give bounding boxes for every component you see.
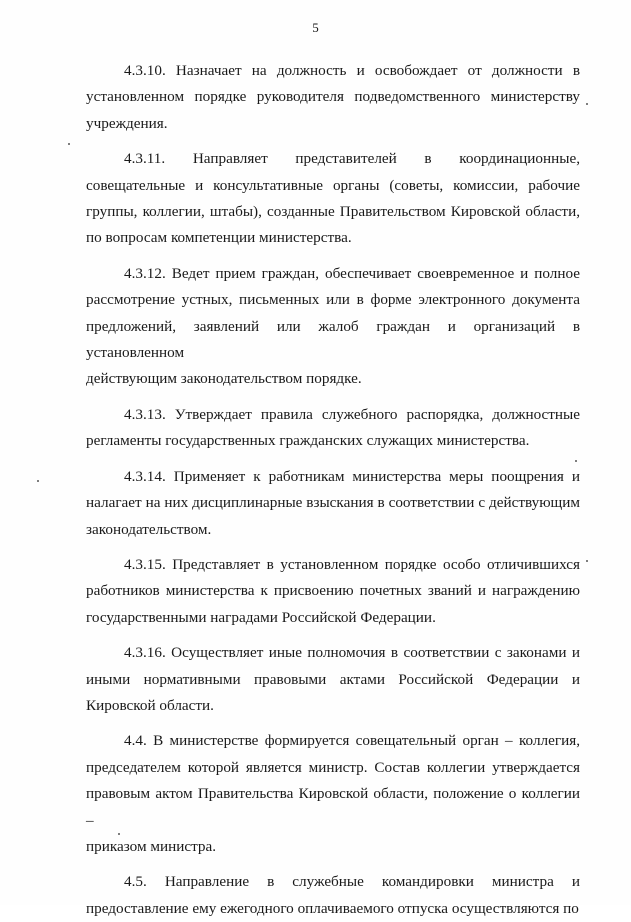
text-line: 4.3.13. Утверждает правила служебного распорядка, должностные xyxy=(124,405,580,423)
paragraph xyxy=(86,464,580,543)
text-line: Кировской области. xyxy=(86,696,214,714)
paragraph xyxy=(86,261,580,393)
text-line: законодательством. xyxy=(86,520,212,538)
text-line: правовым актом Правительства Кировской области, положение о коллегии – xyxy=(86,785,580,829)
scan-speck xyxy=(586,560,588,562)
scan-speck xyxy=(68,143,70,145)
text-line: регламенты государственных гражданских служащих министерства. xyxy=(86,432,530,450)
text-line: 4.3.14. Применяет к работникам министерства меры поощрения и xyxy=(124,467,580,485)
text-line: государственными наградами Российской Федерации. xyxy=(86,608,436,626)
text-line: рассмотрение устных, письменных или в форме электронного документа xyxy=(86,291,580,309)
text-line: группы, коллегии, штабы), созданные Правительством Кировской области, xyxy=(86,203,580,221)
text-line: работников министерства к присвоению почетных званий и награждению xyxy=(86,582,580,600)
text-line: 4.3.12. Ведет прием граждан, обеспечивает своевременное и полное xyxy=(124,264,580,282)
paragraph xyxy=(86,58,580,137)
scan-speck xyxy=(586,103,588,105)
scan-speck xyxy=(118,833,120,835)
paragraph xyxy=(86,869,580,922)
text-line: приказом министра. xyxy=(86,837,217,855)
page-number: 5 xyxy=(312,20,319,35)
text-line: 4.3.11. Направляет представителей в координационные, xyxy=(124,150,580,168)
text-line: предоставление ему ежегодного оплачиваемого отпуска осуществляются по xyxy=(86,899,579,917)
text-line: 4.3.10. Назначает на должность и освобождает от должности в xyxy=(124,62,580,79)
text-line: иными нормативными правовыми актами Российской Федерации и xyxy=(86,670,580,688)
paragraph xyxy=(86,640,580,719)
paragraph xyxy=(86,552,580,631)
text-line: по вопросам компетенции министерства. xyxy=(86,229,352,247)
text-line: 4.3.15. Представляет в установленном порядке особо отличившихся xyxy=(124,555,580,573)
text-line: предложений, заявлений или жалоб граждан и организаций в установленном xyxy=(86,317,580,362)
document-body xyxy=(86,58,580,922)
scan-speck xyxy=(37,480,39,482)
text-line: действующим законодательством порядке. xyxy=(86,370,362,388)
scan-speck xyxy=(575,460,577,462)
text-line: совещательные и консультативные органы (советы, комиссии, рабочие xyxy=(86,176,580,194)
text-line: 4.5. Направление в служебные командировки министра и xyxy=(124,873,580,891)
text-line: 4.4. В министерстве формируется совещательный орган – коллегия, xyxy=(124,732,580,750)
paragraph xyxy=(86,728,580,860)
text-line: учреждения. xyxy=(86,114,168,132)
paragraph xyxy=(86,402,580,455)
text-line: председателем которой является министр. Состав коллегии утверждается xyxy=(86,758,580,776)
text-line: налагает на них дисциплинарные взыскания в соответствии с действующим xyxy=(86,494,580,512)
text-line: 4.3.16. Осуществляет иные полномочия в соответствии с законами и xyxy=(124,644,580,662)
paragraph xyxy=(86,146,580,252)
text-line: установленном порядке руководителя подведомственного министерству xyxy=(86,88,580,106)
